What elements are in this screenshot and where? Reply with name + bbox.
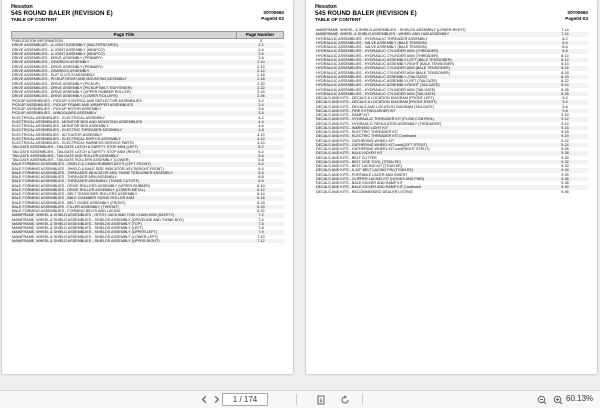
toc-entry-page: 5-6: [258, 153, 264, 158]
toc-entry-page: 7-8: [258, 226, 264, 230]
toc-entry-page: 8-28: [561, 91, 569, 96]
toc-entry-title: ELECTRICAL ASSEMBLIES - MONITOR BOX AND MOUNTING ASSEMBLIES: [12, 119, 143, 124]
toc-entry-title: DECALS AND KITS - GATHERING WHEEL KIT-cont(LEFT STRUT): [316, 142, 427, 147]
toc-entry-title: DECALS AND KITS - CLIPPER LACING KIT (HOOKS AND PINS): [316, 176, 425, 181]
toc-entry-title: ELECTRICAL ASSEMBLIES - ACTUATOR ASSEMBLY: [12, 132, 103, 137]
toc-entry-title: MAINFRAME, WHEEL & SHIELD ASSEMBLIES - SHIELDS ASSEMBLY (LOWER-LEFT): [12, 234, 158, 239]
toc-entry-title: HYDRAULIC ASSEMBLIES - HYDRAULIC ASSEMBLY (TAILGATE): [316, 74, 428, 79]
toc-entry-page: 6-2: [258, 162, 264, 167]
toolbar-divider: [362, 394, 363, 405]
toc-entry-title: BALE FORMING ASSEMBLIES - BALE CHAMBER SIZING ROLLER ASM: [12, 196, 135, 201]
toc-entry-title: DRIVE ASSEMBLIES - U-JOINT ASSEMBLY (WALTERSCHEID): [12, 43, 118, 48]
toc-entry-page: 2-20: [257, 81, 265, 86]
toc-entry-page: 9-46: [561, 189, 569, 194]
toc-table-header: [11, 31, 284, 39]
pdf-toolbar: [0, 390, 600, 408]
toc-entry-page: 5-2: [258, 145, 264, 150]
toc-entry-page: 4-4: [258, 119, 264, 124]
document-title: 545 ROUND BALER (REVISION E): [315, 10, 417, 17]
toc-entry-page: 7-9: [258, 230, 264, 235]
toc-entry-title: DECALS AND KITS - BELT LACING KIT (TITAN EE): [316, 164, 402, 168]
toc-entry-title: HYDRAULIC ASSEMBLIES - HYDRAULIC CYLINDER ASM (THREADER): [316, 53, 439, 58]
document-number: 00700660: [567, 10, 588, 15]
toc-entry-title: TAILGATE ASSEMBLIES - TAILGATE LATCH & SAFETY STOP ASM (RIGHT): [12, 149, 141, 154]
toc-entry-title: DECALS AND KITS - 6-1/2" BELT LACING PIN (TITAN EE): [316, 168, 414, 173]
toc-entry-title: DRIVE ASSEMBLIES - U-JOINT ASSEMBLY (NEAPCO): [12, 47, 105, 52]
toc-entry-title: DECALS AND KITS - HYDRAULIC REGULATOR ASSEMBLY (THREADER): [316, 121, 441, 126]
toc-entry-page: 2-18: [257, 77, 265, 82]
toc-entry-title: HYDRAULIC ASSEMBLIES - HYDRAULIC ASSEMBLY-RIGHT (TAILGATE): [316, 83, 440, 88]
toc-entry-page: 5-8: [258, 158, 264, 162]
toc-entry-page: 7-4: [258, 217, 264, 222]
toc-entry-page: 9-38: [561, 181, 569, 185]
toc-entry-title: DRIVE ASSEMBLIES - SLIP CLUTCH ASSEMBLY: [12, 73, 96, 77]
next-page-button[interactable]: [210, 393, 222, 406]
toc-entry-page: 8-26: [561, 87, 569, 92]
toc-entry-page: 8-22: [561, 79, 569, 83]
toc-entry-page: 9-33: [561, 164, 569, 168]
toc-entry-page: 6-20: [257, 204, 265, 209]
toc-entry-title: DECALS AND KITS - BALE KICKER AND RAMP KIT: [316, 181, 404, 185]
toc-row[interactable]: [315, 190, 588, 194]
toc-entry-page: 2-4: [258, 47, 264, 52]
page-number-input[interactable]: 1 / 174: [222, 393, 268, 406]
toc-entry-title: DECALS AND KITS - BALE KICKER KIT: [316, 151, 383, 156]
toc-entry-title: HYDRAULIC ASSEMBLIES - HYDRAULIC ASSEMBLY-LEFT (TAILGATE): [316, 79, 438, 83]
toc-entry-page: 7-12: [257, 238, 265, 243]
toc-entry-title: DRIVE ASSEMBLIES - DRIVE ASSEMBLY (PRIMARY): [12, 56, 103, 60]
toc-entry-page: 9-8: [562, 108, 568, 113]
toc-entry-page: 2-14: [257, 68, 265, 73]
toc-entry-page: 4-8: [258, 128, 264, 133]
rotate-icon: [340, 395, 350, 405]
document-subtitle: TABLE OF CONTENT: [11, 17, 58, 22]
toc-entry-title: DRIVE ASSEMBLIES - DRIVE ASSEMBLY (UPPER RUBBER ROLLER): [12, 90, 131, 94]
toc-table: [315, 28, 588, 194]
toc-entry-page: 2-10: [257, 60, 265, 65]
toc-entry-page: 3-2: [258, 98, 264, 103]
toc-entry-title: DRIVE ASSEMBLIES - PICKUP DRIVE AND MOUNTING ASSEMBLY: [12, 77, 127, 82]
toc-entry-page: 2-6: [258, 56, 264, 60]
page-header: [315, 4, 588, 28]
toc-entry-title: PICKUP ASSEMBLIES - PICKUP CONTROL AND DEFLECTOR ASSEMBLIES: [12, 98, 142, 103]
toc-entry-title: BALE FORMING ASSEMBLIES - BELT GUIDE ASSEMBLY (FRONT): [12, 200, 126, 205]
toc-entry-title: MAINFRAME, WHEEL, & SHIELD ASSEMBLIES - SHIELDS ASSEMBLY (LOWER-RIGHT): [316, 28, 466, 32]
toc-entry-title: BALE FORMING ASSEMBLIES - FILLER ASSEMBLY (THROAT): [12, 204, 119, 209]
toc-entry-title: BALE FORMING ASSEMBLIES - FORMING BELTS AND LACING: [12, 209, 121, 213]
toc-entry-page: 8-2: [562, 36, 568, 41]
toc-entry-title: DECALS AND KITS - DECALS & LOCATION DIAGRAM (FRONT-RIGHT): [316, 100, 437, 105]
toc-entry-title: HYDRAULIC ASSEMBLIES - HYDRAULIC CYLINDER ASM (TAILGATE): [316, 91, 436, 96]
toc-entry-page: 9-12: [561, 117, 569, 122]
toc-entry-title: BALE FORMING ASSEMBLIES - SHIELD & BALE SIZE INDICATOR ASY'S(RIGHT-FRONT): [12, 166, 164, 171]
toc-entry-page: 8-16: [561, 66, 569, 71]
toc-entry-page: 9-36: [561, 176, 569, 181]
toc-entry-page: 4-10: [257, 132, 265, 137]
toc-entry-page: 4-12: [257, 136, 265, 141]
toc-entry-title: BALE FORMING ASSEMBLIES - SHIELD & CHAIN RUBBER ASY'S (LEFT-FRONT): [12, 162, 151, 167]
toc-entry-title: DECALS AND KITS - PORTABLE LACER AND INSERT: [316, 172, 408, 177]
toc-entry-title: MAINFRAME, WHEEL & SHIELD ASSEMBLIES - SHIELDS ASSEMBLY (LEFT): [12, 226, 144, 230]
toolbar-divider: [296, 394, 297, 405]
toc-entry-title: HYDRAULIC ASSEMBLIES - VALVE ASSEMBLY (BALE TENSION): [316, 45, 427, 49]
toc-entry-title: HYDRAULIC ASSEMBLIES - HYDRAULIC ASSEMBLY-LEFT (BALE TENSIONER): [316, 57, 452, 62]
toc-entry-title: HYDRAULIC ASSEMBLIES - HYDRAULIC CYLINDER ASM (BALE TENSIONER): [316, 70, 450, 75]
toc-entry-page: 3-8: [258, 111, 264, 116]
toc-entry-title: DECALS AND KITS - ELECTRIC THREADER KIT-Continued: [316, 134, 416, 139]
zoom-out-icon: [537, 395, 547, 405]
toc-entry-page: 6-18: [257, 200, 265, 205]
toc-rows: [315, 28, 588, 194]
toc-entry-page: 2-22: [257, 85, 265, 90]
chevron-right-icon: [212, 395, 221, 404]
toc-rows: [11, 39, 284, 243]
toc-entry-page: 9-24: [561, 142, 569, 147]
toc-entry-title: BALE FORMING ASSEMBLIES - THREADER INDICATOR AND TWINE TENSIONER ASSEMBLY: [12, 170, 173, 175]
toc-entry-page: 6-16: [257, 196, 265, 201]
page-reference: Page03-02: [261, 16, 284, 21]
toc-entry-page: 9-26: [561, 147, 569, 151]
toc-entry-title: BALE FORMING ASSEMBLIES - THREADER ARM ASSEMBLY: [12, 175, 117, 179]
toc-entry-title: DECALS AND KITS - FIRE EXTINGUISHER KIT: [316, 108, 396, 113]
toc-entry-title: DECALS AND KITS - BALE KICKER AND RAMP KIT-Continued: [316, 185, 421, 190]
toc-entry-title: PUBLICATION INFORMATION: [12, 39, 63, 43]
chevron-left-icon: [200, 395, 209, 404]
toc-entry-page: 9-32: [561, 159, 569, 164]
toc-entry-page: 9-18: [561, 130, 569, 134]
column-header-title: Page Title: [12, 32, 237, 38]
toc-entry-page: 4-6: [258, 124, 264, 128]
toc-row[interactable]: [11, 239, 284, 243]
toc-entry-title: PICKUP ASSEMBLIES - WINDGUARD ASSEMBLY: [12, 111, 97, 116]
toc-entry-title: DRIVE ASSEMBLIES - GEARBOX ASSEMBLY: [12, 60, 90, 65]
toc-entry-title: HYDRAULIC ASSEMBLIES - HYDRAULIC CYLINDER ASM (BALE TENSIONER): [316, 66, 450, 71]
toc-entry-page: 9-4: [562, 100, 568, 105]
toc-entry-title: MAINFRAME, WHEEL & SHIELD ASSEMBLIES - SHIELDS ASSEMBLY (TOP): [12, 221, 142, 226]
toc-entry-page: 9-28: [561, 151, 569, 156]
toc-entry-title: TAILGATE ASSEMBLIES - TAILGATE ROLLERS ASSEMBLY (LOWER): [12, 158, 130, 162]
toc-entry-title: ELECTRICAL ASSEMBLIES - ELECTRIC THREADER ASSEMBLY: [12, 128, 122, 133]
pdf-page-right: [306, 0, 597, 374]
fit-page-icon: [316, 395, 326, 405]
toc-entry-title: DECALS AND KITS - DECALS AND LOCATION DIAGRAM (TAILGATE): [316, 104, 434, 109]
toc-entry-title: HYDRAULIC ASSEMBLIES - HYDRAULIC CYLINDER ASM (TAILGATE): [316, 87, 436, 92]
toc-entry-page: 2-12: [257, 64, 265, 69]
toc-entry-page: 9-35: [561, 172, 569, 177]
toc-entry-page: 7-16: [561, 32, 569, 37]
toc-entry-page: 9-2: [562, 96, 568, 100]
toc-entry-title: MAINFRAME, WHEEL & SHIELD ASSEMBLIES - HITCH, JACK AND TOW CHAIN ASM (SAFETY): [12, 213, 175, 218]
toc-entry-title: DRIVE ASSEMBLIES - GEARBOX ASSEMBLY: [12, 68, 90, 73]
page-header: [11, 4, 284, 26]
toc-entry-title: DRIVE ASSEMBLIES - DRIVE ASSEMBLY (PRIMARY): [12, 64, 103, 69]
toc-entry-page: 0: [259, 39, 263, 43]
document-subtitle: TABLE OF CONTENT: [315, 17, 362, 22]
rotate-button[interactable]: [338, 393, 352, 406]
toc-entry-page: 8-24: [561, 83, 569, 88]
toc-entry-page: 3-4: [258, 102, 264, 107]
toc-entry-title: MAINFRAME, WHEEL & SHIELD ASSEMBLIES - WHEEL AND HUB ASSEMBLY: [316, 32, 450, 37]
toc-entry-page: 8-18: [561, 70, 569, 75]
toc-entry-page: 7-6: [258, 221, 264, 226]
toc-entry-page: 9-34: [561, 168, 569, 173]
toc-entry-page: 4-2: [258, 115, 264, 120]
toc-entry-title: DECALS AND KITS - WARNING LIGHT KIT: [316, 125, 389, 130]
toc-entry-title: DECALS AND KITS - ELECTRIC THREADER KIT: [316, 130, 399, 134]
toc-entry-page: 9-10: [561, 113, 569, 117]
toc-entry-title: DRIVE ASSEMBLIES - DRIVE ASSEMBLY (PICKUP): [12, 81, 100, 86]
toc-entry-page: 6-10: [257, 183, 265, 188]
toc-entry-title: ELECTRICAL ASSEMBLIES - ELECTRICAL SWITCH ASSEMBLY: [12, 136, 121, 141]
toc-entry-title: BALE FORMING ASSEMBLIES - THREADER ASSEMBLY (TWINE CUTOFF): [12, 179, 140, 184]
toc-entry-title: ELECTRICAL ASSEMBLIES - ELECTRICAL ASSEMBLY: [12, 115, 106, 120]
toc-entry-title: DECALS AND KITS - RECOMMENDED DEALER LISTING: [316, 189, 413, 194]
toc-entry-page: 8-6: [562, 45, 568, 49]
toc-entry-page: 9-16: [561, 125, 569, 130]
column-header-page: Page Number: [245, 32, 275, 37]
toc-entry-page: 6-8: [258, 175, 264, 179]
toc-entry-page: 7-2: [258, 213, 264, 218]
toc-entry-page: 6-4: [258, 166, 264, 171]
toc-entry-page: 8-12: [561, 57, 569, 62]
toc-entry-page: 2-5: [258, 51, 264, 56]
toc-entry-title: DRIVE ASSEMBLIES - DRIVE ASSEMBLY (PICKUP BELT TIGHTENER): [12, 85, 132, 90]
zoom-out-button[interactable]: [535, 393, 549, 406]
toc-entry-page: 8-14: [561, 62, 569, 66]
toc-entry-title: PICKUP ASSEMBLIES - PICKUP ROTOR ASSEMBLY: [12, 107, 102, 111]
toc-entry-page: 2-16: [257, 73, 265, 77]
toc-entry-title: HYDRAULIC ASSEMBLIES - VALVE ASSEMBLY (BALE TENSION): [316, 40, 427, 45]
pdf-page-left: [2, 0, 293, 374]
toc-entry-page: 6-9: [258, 179, 264, 184]
toc-entry-title: BALE FORMING ASSEMBLIES - BELT TENSIONER ROLLERS ASSEMBLY: [12, 192, 138, 196]
toc-entry-page: 8-10: [561, 53, 569, 58]
toc-entry-title: TAILGATE ASSEMBLIES - TAILGATE LATCH & SAFETY STOP ASM (LEFT): [12, 145, 138, 150]
toc-entry-title: MAINFRAME, WHEEL & SHIELD ASSEMBLIES - SHIELDS ASSEMBLY (UPPER-LEFT): [12, 230, 158, 235]
document-title: 545 ROUND BALER (REVISION E): [11, 10, 113, 17]
toc-entry-title: DECALS AND KITS - BELT CUTTER: [316, 155, 377, 160]
toc-entry-page: 2-1: [258, 43, 264, 48]
toc-entry-title: DECALS AND KITS - GATHERING WHEEL KIT: [316, 138, 395, 143]
fit-page-button[interactable]: [314, 393, 328, 406]
toc-entry-title: HYDRAULIC ASSEMBLIES - HYDRAULIC THREADER ASSEMBLY: [316, 36, 428, 41]
toc-entry-title: MAINFRAME, WHEEL & SHIELD ASSEMBLIES - SHIELDS ASSEMBLY (DRIVELINE AND TWINE BOX): [12, 217, 184, 222]
toc-entry-page: 6-22: [257, 209, 265, 213]
zoom-in-icon: [553, 395, 563, 405]
toc-entry-page: 3-6: [258, 107, 264, 111]
toc-entry-title: ELECTRICAL ASSEMBLIES - MONITOR BOX ASSEMBLY: [12, 124, 109, 128]
toc-entry-title: HYDRAULIC ASSEMBLIES - HYDRAULIC ASSEMBLY-RIGHT (BALE TENSIONER): [316, 62, 455, 66]
toc-entry-title: DECALS AND KITS - BELT VISE TOOL (TITAN EE): [316, 159, 401, 164]
toc-entry-page: 6-6: [258, 170, 264, 175]
toc-entry-page: 9-14: [561, 121, 569, 126]
toc-entry-page: 8-8: [562, 49, 568, 54]
toc-entry-page: 8-4: [562, 40, 568, 45]
toc-entry-page: 6-14: [257, 192, 265, 196]
brand-name: Hesston: [315, 4, 337, 10]
toc-entry-page: 7-10: [257, 234, 265, 239]
toc-entry-title: BALE FORMING ASSEMBLIES - DRIVE ROLLERS ASSEMBLY (UPPER-RUBBER): [12, 183, 150, 188]
document-number: 00700660: [263, 10, 284, 15]
brand-name: Hesston: [11, 4, 33, 10]
toc-entry-title: DECALS AND KITS - DECALS & LOCATION DIAGRAM (FRONT-LEFT): [316, 96, 435, 100]
toc-entry-title: ELECTRICAL ASSEMBLIES - ELECTRICAL HARNESS SERVICE PARTS: [12, 141, 134, 145]
toc-entry-page: 2-26: [257, 94, 265, 99]
toc-entry-title: MAINFRAME, WHEEL & SHIELD ASSEMBLIES - SHIELDS ASSEMBLY (UPPER-RIGHT): [12, 238, 160, 243]
toc-entry-title: BALE FORMING ASSEMBLIES - DRIVE ROLLER ASSEMBLY (LOWER-METAL): [12, 187, 145, 192]
previous-page-button[interactable]: [198, 393, 210, 406]
toc-entry-page: 9-6: [562, 104, 568, 109]
toc-entry-title: DRIVE ASSEMBLIES - DRIVE ASSEMBLY (LOWER ROLLERS): [12, 94, 118, 99]
toc-table: [11, 31, 284, 243]
toc-entry-page: 9-20: [561, 134, 569, 139]
page-reference: Page03-03: [565, 16, 588, 21]
toc-entry-page: 4-14: [257, 141, 265, 145]
toc-entry-page: 2-24: [257, 90, 265, 94]
toc-entry-title: TAILGATE ASSEMBLIES - TAILGATE AND ROLLER ASSEMBLY: [12, 153, 119, 158]
toc-entry-page: 8-20: [561, 74, 569, 79]
toc-entry-page: 9-40: [561, 185, 569, 190]
toc-entry-title: PICKUP ASSEMBLIES - PICKUP FRAME AND WRAPPER ASSEMBLIES: [12, 102, 134, 107]
toc-entry-title: DRIVE ASSEMBLIES - U-JOINT ASSEMBLY (NEAPCO): [12, 51, 105, 56]
zoom-level[interactable]: 60.13%: [566, 394, 594, 403]
toc-entry-page: 9-22: [561, 138, 569, 143]
toc-entry-page: 7-14: [561, 28, 569, 32]
toc-entry-page: 9-30: [561, 155, 569, 160]
toc-entry-title: DECALS AND KITS - HYDRAULIC THREADER KIT (FLOW CONTROL): [316, 117, 435, 122]
toc-entry-page: 5-4: [258, 149, 264, 154]
toc-entry-page: 6-12: [257, 187, 265, 192]
toc-entry-title: DECALS AND KITS - RAMP KIT: [316, 113, 370, 117]
toc-entry-title: HYDRAULIC ASSEMBLIES - HYDRAULIC CYLINDER ASM (THREADER): [316, 49, 439, 54]
zoom-in-button[interactable]: [551, 393, 565, 406]
toc-entry-title: DECALS AND KITS - GATHERING WHEEL KIT-cont(RIGHT STRUT): [316, 147, 430, 151]
